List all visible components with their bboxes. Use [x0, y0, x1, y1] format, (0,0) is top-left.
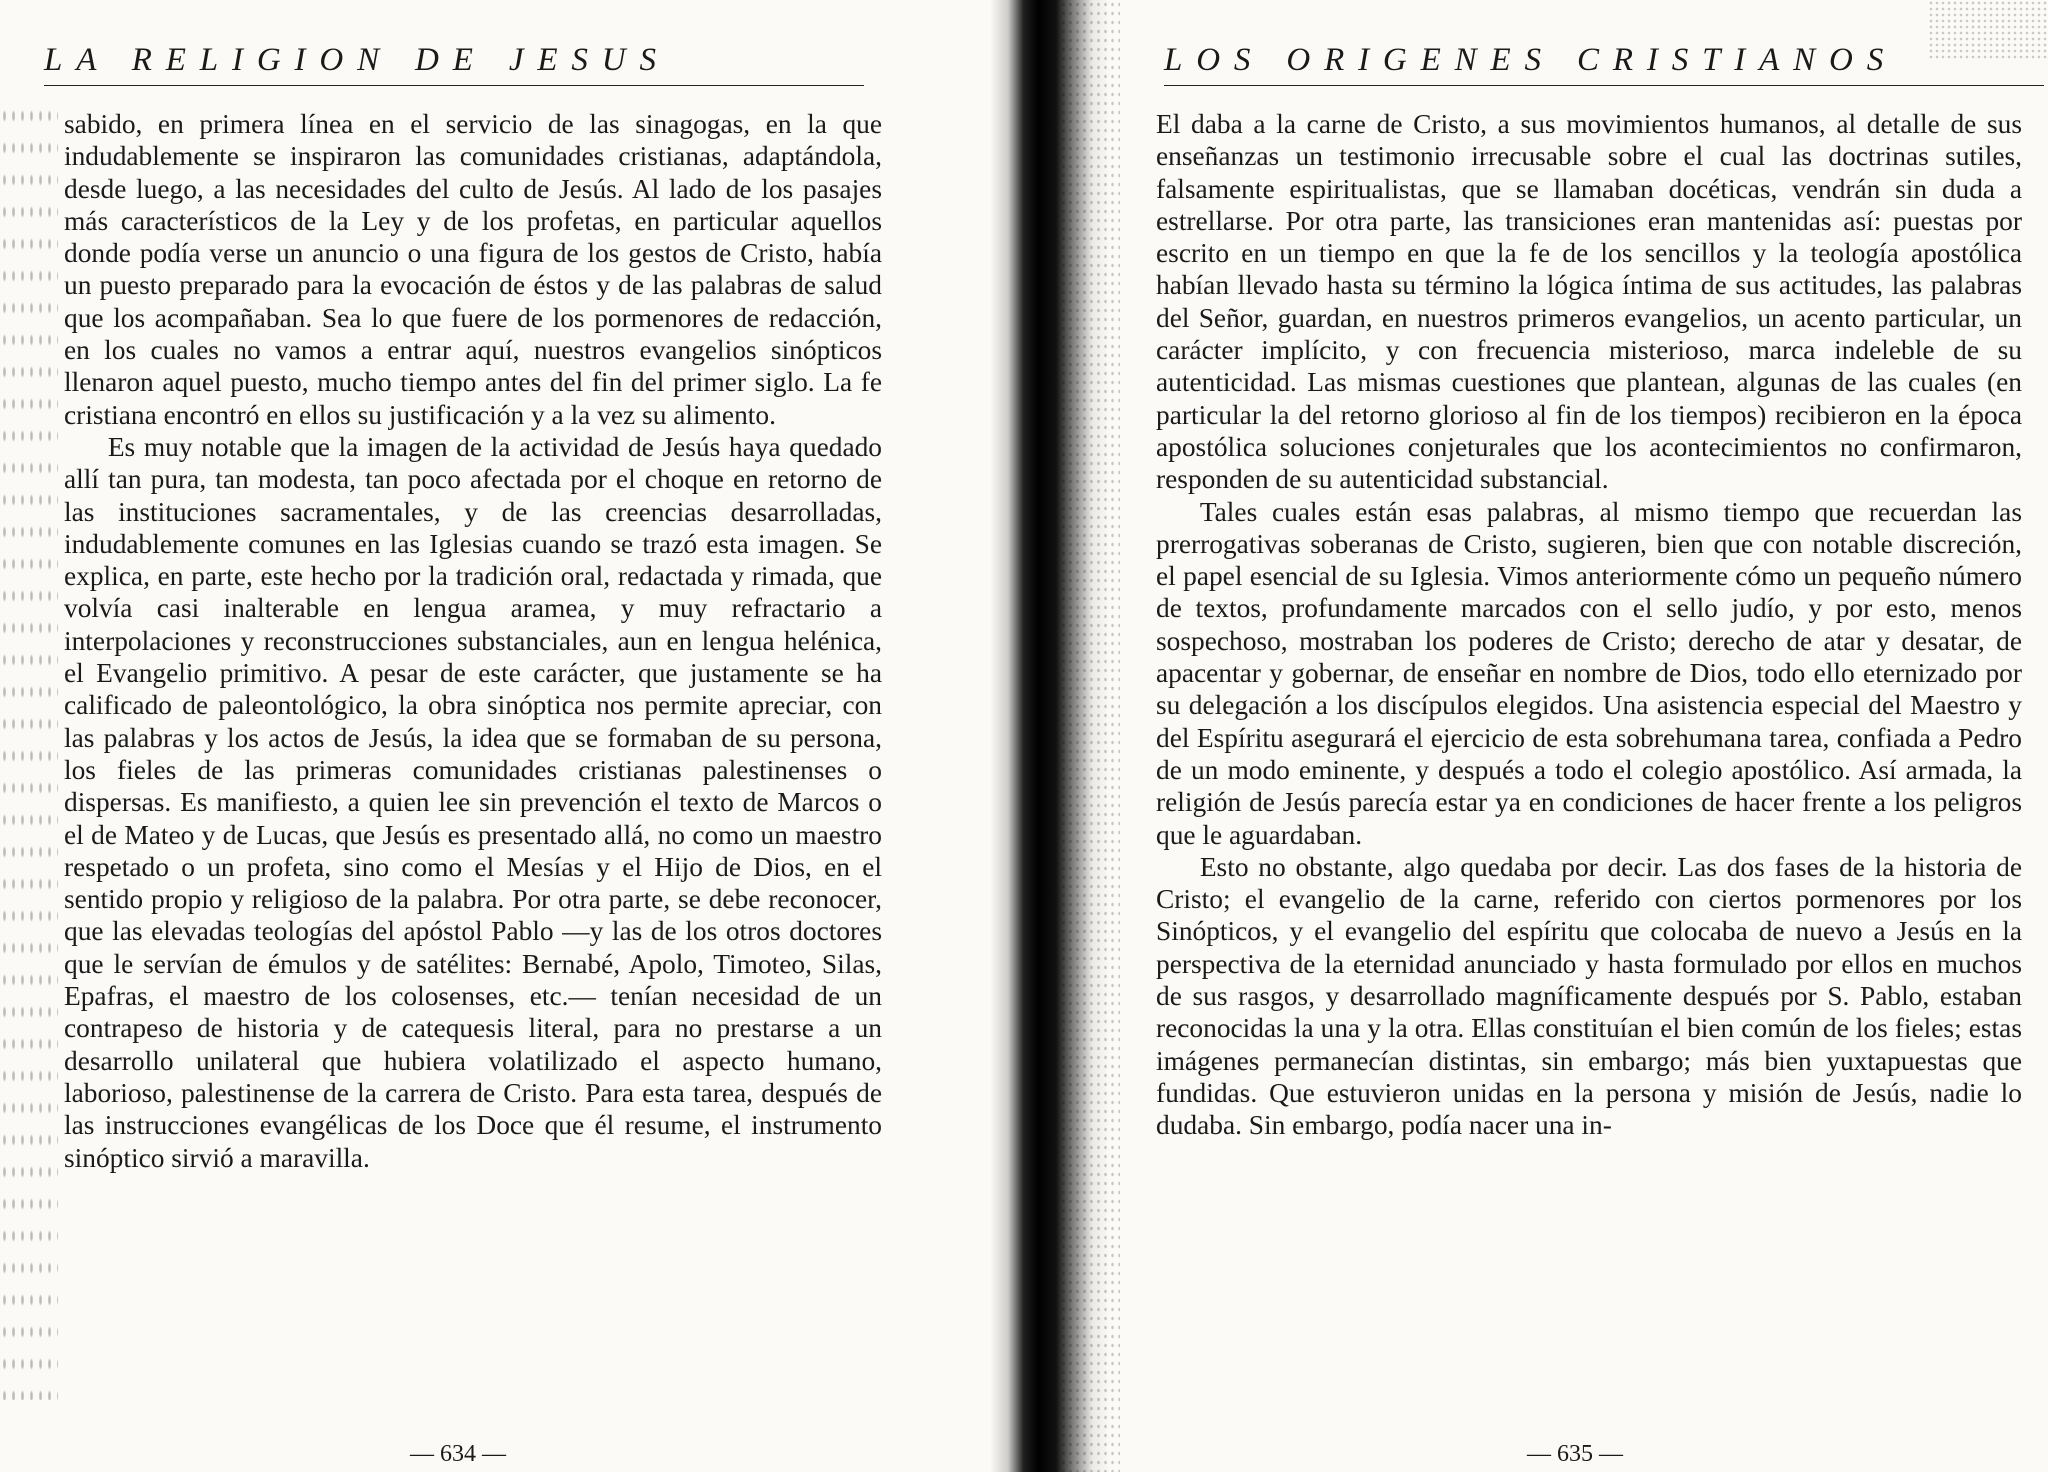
paragraph: Tales cuales están esas palabras, al mismo tiempo que recuerdan las prerrogativas soberanas de Cristo, sugieren, bien que con notable discreción, el papel esencial de su Iglesia. Vimos anteriormente cómo un pequeño número de textos, profundamente marcados con el sello judío, y por esto, menos sospechoso, mostraban los poderes de Cristo; derecho de atar y desatar, de apacentar y gobernar, de enseñar en nombre de Dios, todo ello eternizado por su delegación a los discípulos elegidos. Una asistencia especial del Maestro y del Espíritu asegurará el ejercicio de esta sobrehumana tarea, confiada a Pedro de un modo eminente, y después a todo el colegio apostólico. Así armada, la religión de Jesús parecía estar ya en condiciones de hacer frente a los peligros que le aguardaban. — [1156, 496, 2022, 850]
paragraph: Es muy notable que la imagen de la actividad de Jesús haya quedado allí tan pura, tan modesta, tan poco afectada por el choque en retorno de las instituciones sacramentales, y de las creencias desarrolladas, indudablemente comunes en las Iglesias cuando se trazó esta imagen. Se explica, en parte, este hecho por la tradición oral, redactada y rimada, que volvía casi inalterable en lengua aramea, y muy refractario a interpolaciones y reconstrucciones substanciales, aun en lengua helénica, el Evangelio primitivo. A pesar de este carácter, que justamente se ha calificado de paleontológico, la obra sinóptica nos permite apreciar, con las palabras y los actos de Jesús, la idea que se formaban de su persona, los fieles de las primeras comunidades cristianas palestinenses o dispersas. Es manifiesto, a quien lee sin prevención el texto de Marcos o el de Mateo y de Lucas, que Jesús es presentado allá, no como un maestro respetado o un profeta, sino como el Mesías y el Hijo de Dios, en el sentido propio y religioso de la palabra. Por otra parte, se debe reconocer, que las elevadas teologías del apóstol Pablo —y las de los otros doctores que le servían de émulos y de satélites: Bernabé, Apolo, Timoteo, Silas, Epafras, el maestro de los colosenses, etc.— tenían necesidad de un contrapeso de historia y de catequesis literal, para no prestarse a un desarrollo unilateral que hubiera volatilizado el aspecto humano, laborioso, palestinense de la carrera de Cristo. Para esta tarea, después de las instrucciones evangélicas de los Doce que él resume, el instrumento sinóptico sirvió a maravilla. — [64, 431, 882, 1173]
body-text-right — [1156, 108, 2022, 1142]
running-head-right: LOS ORIGENES CRISTIANOS — [1164, 44, 2044, 86]
right-page — [1092, 0, 2048, 1472]
scan-noise-left-edge — [0, 100, 58, 1400]
page-number-right: — 635 — — [1527, 1441, 1623, 1467]
paragraph: Esto no obstante, algo quedaba por decir. Las dos fases de la historia de Cristo; el evangelio de la carne, referido con ciertos pormenores por los Sinópticos, y el evangelio del espíritu que colocaba de nuevo a Jesús en la perspectiva de la eternidad anunciado y hasta formulado por ellos en muchos de sus rasgos, y desarrollado magníficamente después por S. Pablo, estaban reconocidas la una y la otra. Ellas constituían el bien común de los fieles; estas imágenes permanecían distintas, sin embargo; más bien yuxtapuestas que fundidas. Que estuvieron unidas en la persona y misión de Jesús, nadie lo dudaba. Sin embargo, podía nacer una in- — [1156, 851, 2022, 1141]
running-head-left: LA RELIGION DE JESUS — [44, 44, 864, 86]
paragraph: El daba a la carne de Cristo, a sus movimientos humanos, al detalle de sus enseñanzas un testimonio irrecusable sobre el cual las doctrinas sutiles, falsamente espiritualistas, que se llamaban docéticas, vendrán sin duda a estrellarse. Por otra parte, las transiciones eran mantenidas así: puestas por escrito en un tiempo en que la fe de los sencillos y la teología apostólica habían llevado hasta su término la lógica íntima de sus actitudes, las palabras del Señor, guardan, en nuestros primeros evangelios, un acento particular, un carácter implícito, y con frecuencia misterioso, marca indeleble de su autenticidad. Las mismas cuestiones que plantean, algunas de las cuales (en particular la del retorno glorioso al fin de los tiempos) recibieron en la época apostólica soluciones conjeturales que los acontecimientos no confirmaron, responden de su autenticidad substancial. — [1156, 109, 2022, 495]
page-number-left: — 634 — — [410, 1441, 506, 1467]
paragraph: sabido, en primera línea en el servicio de las sinagogas, en la que indudablemente se inspiraron las comunidades cristianas, adaptándola, desde luego, a las necesidades del culto de Jesús. Al lado de los pasajes más característicos de la Ley y de los profetas, en particular aquellos donde podía verse un anuncio o una figura de los gestos de Cristo, había un puesto preparado para la evocación de éstos y de las palabras de salud que los acompañaban. Sea lo que fuere de los pormenores de redacción, en los cuales no vamos a entrar aquí, nuestros evangelios sinópticos llenaron aquel puesto, mucho tiempo antes del fin del primer siglo. La fe cristiana encontró en ellos su justificación y a la vez su alimento. — [64, 109, 882, 430]
left-page — [0, 0, 1000, 1472]
body-text-left — [64, 108, 882, 1174]
